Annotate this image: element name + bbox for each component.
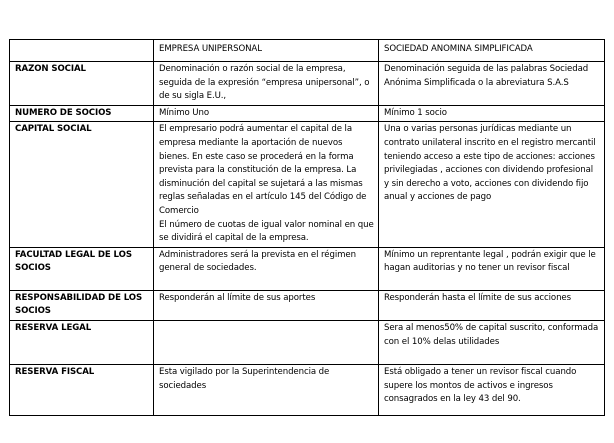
header-corner-cell	[10, 40, 154, 62]
table-row-capital-social	[10, 122, 605, 247]
header-row	[10, 40, 605, 62]
cell-numero-de-socios-sas: Mínimo 1 socio	[379, 105, 605, 122]
table-row-numero-de-socios	[10, 105, 605, 122]
table-row-reserva-legal	[10, 320, 605, 364]
comparison-table	[9, 39, 605, 416]
table-row-responsabilidad	[10, 290, 605, 320]
cell-facultad-legal-sas: Mínimo un reprentante legal , podrán exigir que le hagan auditorias y no tener un revisor fiscal	[379, 247, 605, 290]
cell-responsabilidad-sas: Responderán hasta el límite de sus acciones	[379, 290, 605, 320]
header-sociedad-anonima-simplificada: SOCIEDAD ANOMINA SIMPLIFICADA	[379, 40, 605, 62]
row-label-reserva-fiscal: RESERVA FISCAL	[10, 364, 154, 415]
row-label-responsabilidad: RESPONSABILIDAD DE LOS SOCIOS	[10, 290, 154, 320]
cell-capital-social-unipersonal: El empresario podrá aumentar el capital de la empresa mediante la aportación de nuevos bienes. En este caso se procederá en la forma prevista para la constitución de la empresa. La disminución del capital se sujetará a las mismas reglas señaladas en el artículo 145 del Código de Comercio El número de cuotas de igual valor nominal en que se dividirá el capital de la empresa.	[154, 122, 379, 247]
row-label-numero-de-socios: NUMERO DE SOCIOS	[10, 105, 154, 122]
row-label-capital-social: CAPITAL SOCIAL	[10, 122, 154, 247]
cell-reserva-fiscal-sas: Está obligado a tener un revisor fiscal cuando supere los montos de activos e ingresos consagrados en la ley 43 del 90.	[379, 364, 605, 415]
table-row-reserva-fiscal	[10, 364, 605, 415]
row-label-facultad-legal: FACULTAD LEGAL DE LOS SOCIOS	[10, 247, 154, 290]
table-row-razon-social	[10, 62, 605, 106]
cell-responsabilidad-unipersonal: Responderán al límite de sus aportes	[154, 290, 379, 320]
cell-capital-social-sas: Una o varias personas jurídicas mediante un contrato unilateral inscrito en el registro mercantil teniendo acceso a este tipo de acciones: acciones privilegiadas , acciones con dividendo profesional y sin derecho a voto, acciones con dividendo fijo anual y acciones de pago	[379, 122, 605, 247]
cell-numero-de-socios-unipersonal: Mínimo Uno	[154, 105, 379, 122]
header-empresa-unipersonal: EMPRESA UNIPERSONAL	[154, 40, 379, 62]
cell-facultad-legal-unipersonal: Administradores será la prevista en el régimen general de sociedades.	[154, 247, 379, 290]
row-label-razon-social: RAZON SOCIAL	[10, 62, 154, 106]
cell-reserva-fiscal-unipersonal: Esta vigilado por la Superintendencia de sociedades	[154, 364, 379, 415]
cell-reserva-legal-sas: Sera al menos50% de capital suscrito, conformada con el 10% delas utilidades	[379, 320, 605, 364]
cell-razon-social-unipersonal: Denominación o razón social de la empresa, seguida de la expresión “empresa unipersonal”, o de su sigla E.U.,	[154, 62, 379, 106]
row-label-reserva-legal: RESERVA LEGAL	[10, 320, 154, 364]
cell-razon-social-sas: Denominación seguida de las palabras Sociedad Anónima Simplificada o la abreviatura S.A.S	[379, 62, 605, 106]
table-row-facultad-legal	[10, 247, 605, 290]
cell-reserva-legal-unipersonal	[154, 320, 379, 364]
